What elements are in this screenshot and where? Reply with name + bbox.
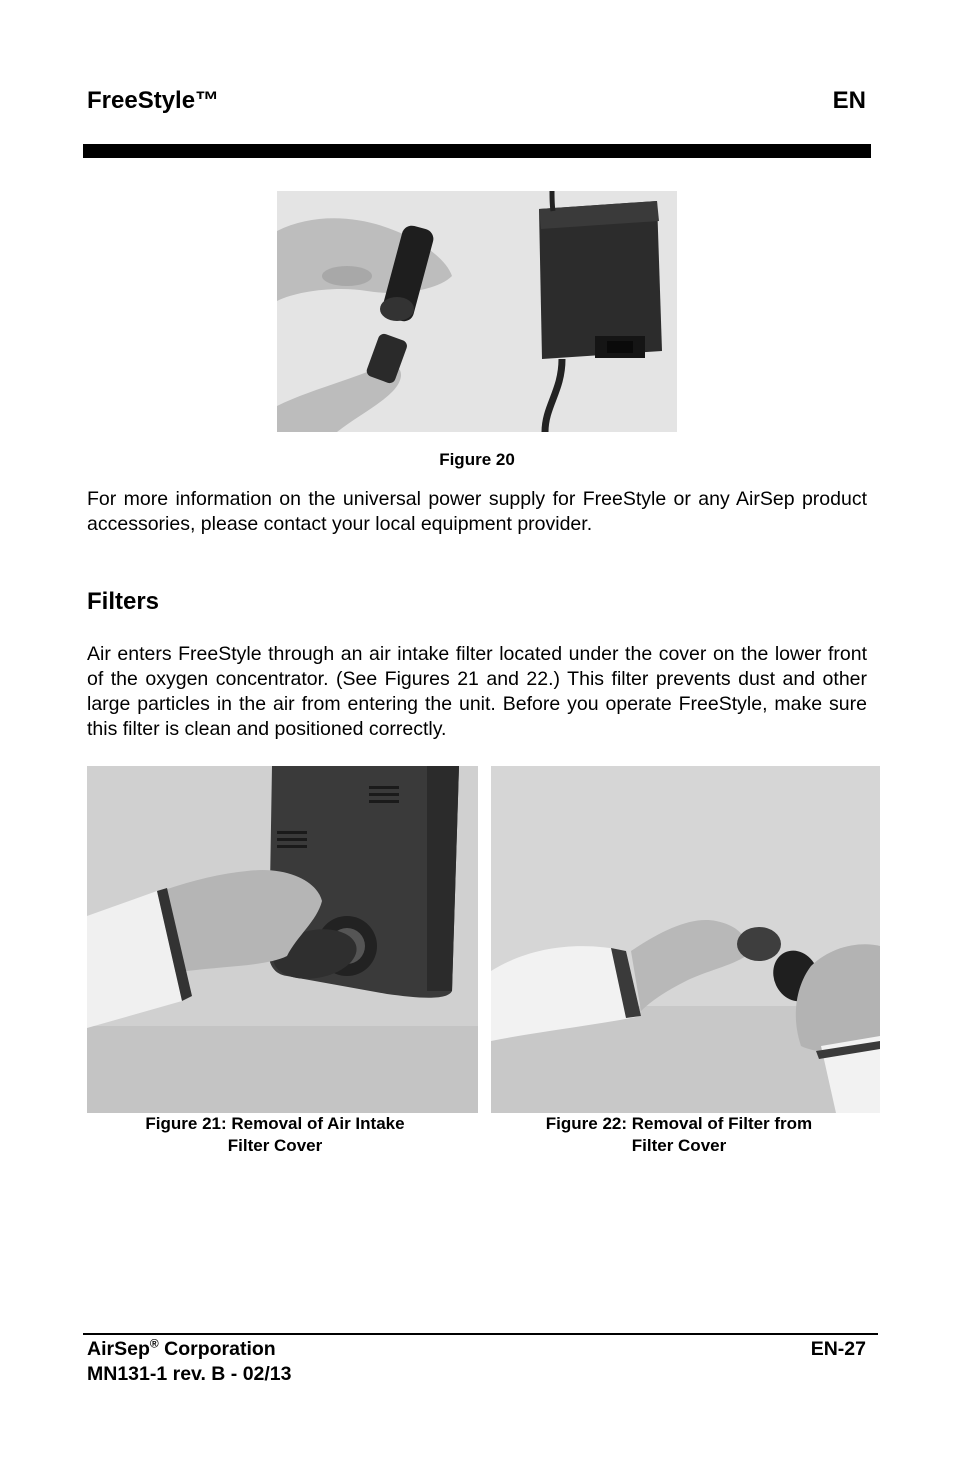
- figure-22-photo: [491, 766, 880, 1113]
- footer-page-number: EN-27: [810, 1338, 866, 1360]
- figure-21-caption-line-2: Filter Cover: [227, 1136, 323, 1155]
- figure-22-caption-line-1: Figure 22: Removal of Filter from: [545, 1114, 813, 1133]
- footer-company-suffix: Corporation: [158, 1338, 276, 1360]
- figure-22-caption-line-2: Filter Cover: [631, 1136, 727, 1155]
- figure-21-photo: [87, 766, 478, 1113]
- registered-trademark-mark: ®: [149, 1336, 159, 1351]
- filters-heading: Filters: [87, 588, 160, 615]
- figure-20-photo: [277, 191, 677, 432]
- footer-company-name: AirSep: [87, 1338, 150, 1360]
- figure-22-caption: [504, 1113, 854, 1157]
- power-supply-info-paragraph: For more information on the universal power supply for FreeStyle or any AirSep product accessories, please contact your local equipment provider.: [87, 488, 867, 535]
- figure-21-caption-line-1: Figure 21: Removal of Air Intake: [145, 1114, 405, 1133]
- footer-company: [87, 1337, 276, 1362]
- figure-20-caption: Figure 20: [439, 450, 515, 469]
- footer-document-id: MN131-1 rev. B - 02/13: [87, 1363, 292, 1385]
- header-divider: [83, 144, 871, 158]
- header-language-code: EN: [832, 87, 866, 114]
- filters-paragraph: Air enters FreeStyle through an air intake filter located under the cover on the lower front of the oxygen concentrator. (See Figures 21 and 22.) This filter prevents dust and other large particles in the air from entering the unit. Before you operate FreeStyle, make sure this filter is clean and positioned correctly.: [87, 643, 867, 740]
- figure-21-caption: [100, 1113, 450, 1157]
- header-product-name: FreeStyle™: [87, 87, 220, 114]
- footer-divider: [83, 1333, 878, 1335]
